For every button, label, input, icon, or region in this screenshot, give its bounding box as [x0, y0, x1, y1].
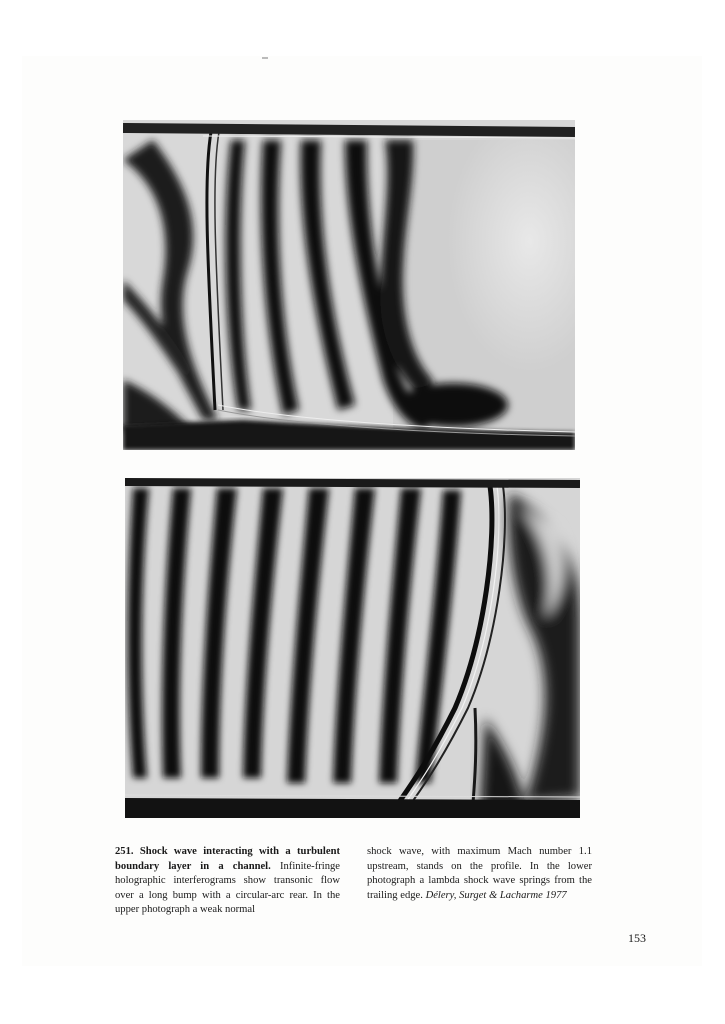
- caption-column-right: [367, 845, 592, 903]
- figure-title: Shock wave interacting with a turbulent boundary layer in a channel.: [115, 846, 340, 872]
- upper-interferogram-image: [123, 120, 575, 450]
- lower-interferogram-photo: [125, 478, 580, 818]
- figure-number: 251.: [115, 846, 134, 857]
- caption-column-left: [115, 845, 340, 918]
- page-number: 153: [628, 931, 646, 945]
- caption-credit: Délery, Surget & Lacharme 1977: [425, 889, 567, 901]
- upper-interferogram-photo: [123, 120, 575, 450]
- caption-text-right: shock wave, with maximum Mach number 1.1 upstream, stands on the profile. In the lower photograph a lambda shock wave springs from the trailing edge.: [367, 846, 592, 901]
- caption-text-left: Infinite-fringe holographic interferograms show transonic flow over a long bump with a circular-arc rear. In the upper photograph a weak normal: [115, 860, 340, 916]
- print-speck: [262, 57, 268, 59]
- lower-interferogram-image: [125, 478, 580, 818]
